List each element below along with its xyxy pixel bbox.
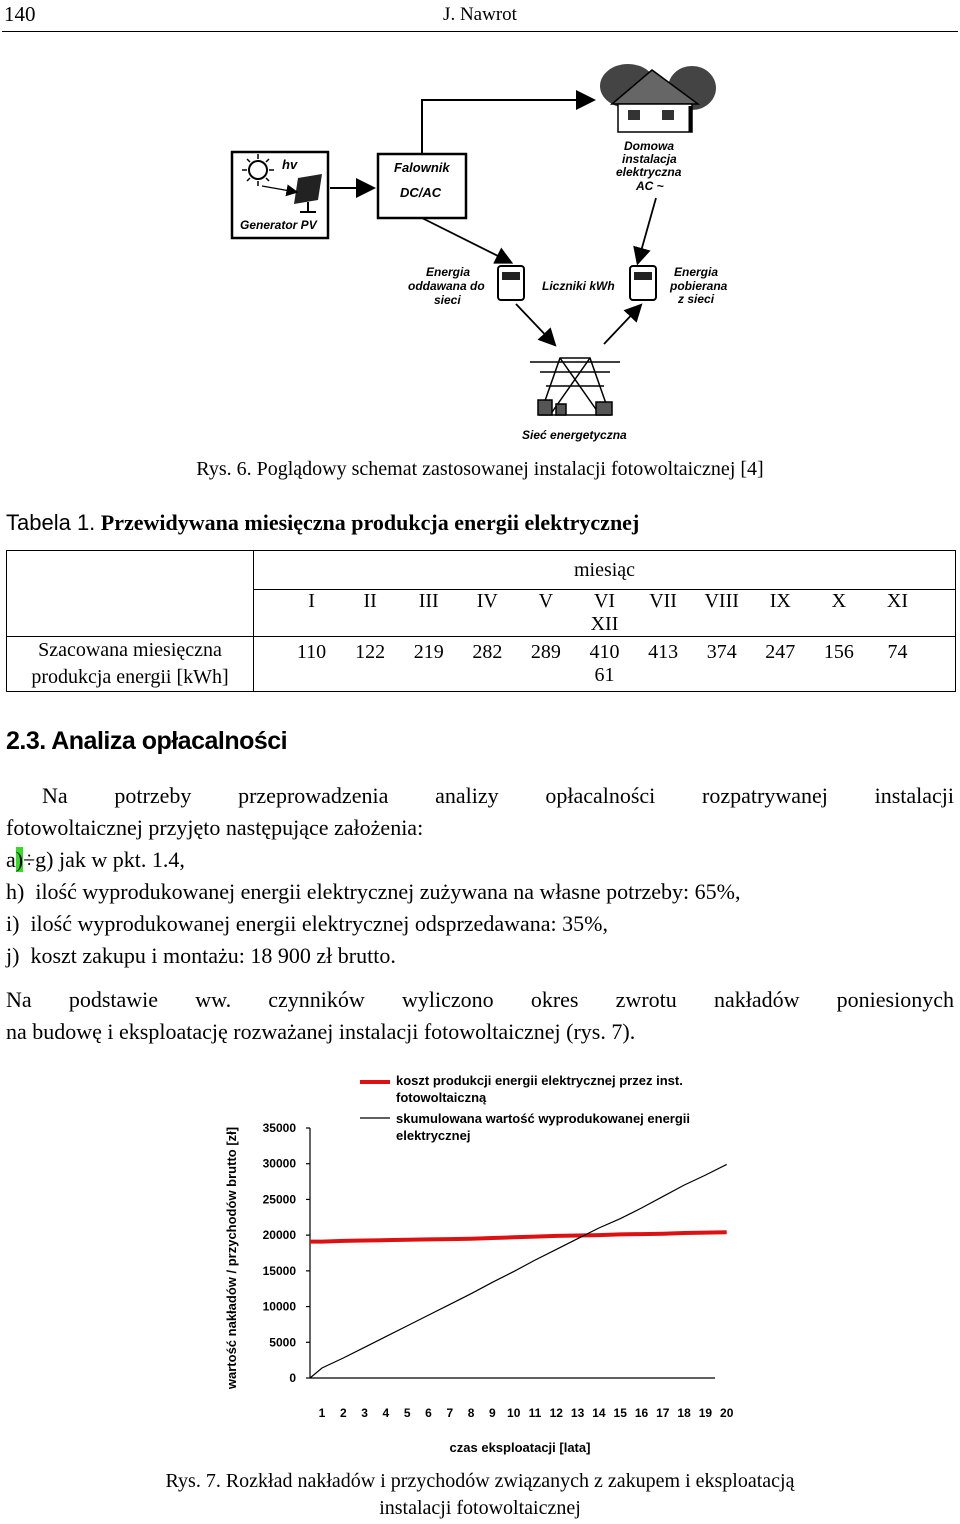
pv-installation-diagram: [0, 40, 960, 450]
power-grid-icon: [530, 358, 620, 415]
intro-line-2: fotowoltaicznej przyjęto następujące założenia:: [6, 815, 424, 840]
x-tick-label: 1: [318, 1406, 326, 1420]
month-cell: XI: [886, 590, 909, 612]
y-tick-label: 5000: [269, 1335, 296, 1350]
figure-7-caption-1: Rys. 7. Rozkład nakładów i przychodów związanych z zakupem i eksploatacją: [165, 1470, 795, 1492]
energy-in-label-2: pobierana: [670, 279, 728, 293]
conclusion-line-1: Na podstawie ww. czynników wyliczono okres zwrotu nakładów poniesionych: [6, 987, 954, 1012]
table-row-label-line-2: produkcja energii [kWh]: [31, 666, 229, 688]
value-cell: 289: [530, 641, 561, 663]
month-cell: VIII: [704, 590, 739, 612]
series-line-cost: [310, 1232, 727, 1241]
header-rule: [2, 31, 958, 32]
month-cell: III: [418, 590, 439, 612]
energy-out-label-2: oddawana do: [408, 279, 485, 293]
month-cell: XII: [590, 613, 619, 635]
item-a-g: [6, 844, 185, 876]
y-axis-label: wartość nakładów / przychodów brutto [zł]: [224, 1126, 239, 1390]
page-number: 140: [4, 2, 36, 26]
x-tick-label: 17: [656, 1406, 670, 1420]
month-cell: X: [831, 590, 847, 612]
y-tick-label: 30000: [262, 1156, 296, 1171]
month-cell: VII: [649, 590, 677, 612]
x-tick-label: 20: [720, 1406, 734, 1420]
table-row-label-line-1: Szacowana miesięczna: [38, 639, 222, 661]
value-cell: 219: [413, 641, 444, 663]
meter-out-icon: [498, 266, 524, 300]
x-tick-label: 12: [549, 1406, 563, 1420]
x-tick-label: 2: [339, 1406, 347, 1420]
y-tick-label: 20000: [262, 1228, 296, 1243]
y-tick-label: 15000: [262, 1263, 296, 1278]
x-tick-label: 11: [528, 1406, 542, 1420]
figure-6-caption: Rys. 6. Poglądowy schemat zastosowanej instalacji fotowoltaicznej [4]: [196, 458, 764, 480]
running-header-author: J. Nawrot: [443, 4, 517, 25]
value-cell: 374: [706, 641, 737, 663]
month-cell: VI: [593, 590, 616, 612]
value-cell: 110: [296, 641, 327, 663]
table-caption-title: Przewidywana miesięczna produkcja energii elektrycznej: [100, 510, 640, 535]
item-a-g-text: ÷g) jak w pkt. 1.4,: [23, 847, 185, 872]
home-label-3: elektryczna: [616, 165, 682, 179]
section-title: 2.3. Analiza opłacalności: [6, 727, 288, 755]
x-tick-label: 18: [677, 1406, 691, 1420]
value-cell: 156: [823, 641, 854, 663]
item-j: j) koszt zakupu i montażu: 18 900 zł brutto.: [6, 943, 396, 968]
item-i: i) ilość wyprodukowanej energii elektrycznej odsprzedawana: 35%,: [6, 911, 608, 936]
x-tick-label: 10: [507, 1406, 521, 1420]
value-cell: 122: [355, 641, 386, 663]
table-row-label: [7, 637, 254, 692]
monthly-production-table: [6, 550, 956, 692]
y-tick-label: 10000: [262, 1299, 296, 1314]
x-tick-label: 19: [698, 1406, 713, 1420]
meters-label: Liczniki kWh: [542, 279, 615, 293]
value-cell: 282: [472, 641, 503, 663]
legend-label-cost-2: fotowoltaiczną: [396, 1090, 487, 1105]
payback-chart: [0, 1060, 960, 1470]
energy-in-label-1: Energia: [674, 265, 719, 279]
month-cell: IX: [769, 590, 791, 612]
x-tick-label: 4: [382, 1406, 390, 1420]
x-tick-label: 5: [403, 1406, 411, 1420]
energy-in-label-3: z sieci: [678, 292, 715, 306]
table-months-row: [254, 590, 956, 637]
x-tick-label: 9: [489, 1406, 496, 1420]
home-label-1: Domowa: [624, 139, 675, 153]
month-cell: V: [538, 590, 554, 612]
table-caption-prefix: Tabela 1.: [6, 510, 96, 535]
table-empty-cell: [7, 551, 254, 637]
value-cell: 410: [589, 641, 620, 663]
highlight-mark: ): [15, 847, 24, 872]
legend-label-revenue-2: elektrycznej: [396, 1128, 471, 1143]
house-icon: [600, 64, 716, 132]
month-cell: IV: [476, 590, 498, 612]
month-cell: II: [363, 590, 377, 612]
item-a-letter: a: [6, 847, 16, 872]
value-cell: 74: [887, 641, 908, 663]
home-label-2: instalacja: [622, 152, 677, 166]
inverter-label-1: Falownik: [394, 160, 450, 175]
x-tick-label: 7: [446, 1406, 454, 1420]
generator-label: Generator PV: [240, 218, 317, 232]
hv-label: hv: [282, 157, 298, 172]
figure-7-caption-2: instalacji fotowoltaicznej: [379, 1497, 581, 1519]
table-group-header: miesiąc: [254, 551, 956, 590]
grid-label: Sieć energetyczna: [522, 428, 627, 442]
legend-label-revenue-1: skumulowana wartość wyprodukowanej energii: [396, 1111, 691, 1126]
month-cell: I: [308, 590, 315, 612]
x-tick-label: 13: [570, 1406, 585, 1420]
energy-out-label-3: sieci: [434, 293, 461, 307]
energy-out-label-1: Energia: [426, 265, 471, 279]
x-tick-label: 3: [361, 1406, 368, 1420]
x-tick-label: 16: [634, 1406, 649, 1420]
item-h: h) ilość wyprodukowanej energii elektrycznej zużywana na własne potrzeby: 65%,: [6, 879, 741, 904]
y-tick-label: 0: [289, 1371, 296, 1385]
table-caption: [6, 510, 639, 536]
x-tick-label: 14: [592, 1406, 606, 1420]
inverter-label-2: DC/AC: [400, 185, 442, 200]
x-axis-label: czas eksploatacji [lata]: [449, 1440, 591, 1455]
x-tick-label: 15: [613, 1406, 627, 1420]
value-cell: 413: [648, 641, 679, 663]
conclusion-line-2: na budowę i eksploatację rozważanej instalacji fotowoltaicznej (rys. 7).: [6, 1019, 636, 1044]
y-tick-label: 25000: [262, 1192, 296, 1207]
table-values-row: [254, 637, 956, 692]
x-tick-label: 8: [467, 1406, 475, 1420]
value-cell: 247: [765, 641, 796, 663]
y-tick-label: 35000: [262, 1121, 296, 1135]
meter-in-icon: [630, 266, 656, 300]
value-cell: 61: [594, 664, 615, 686]
intro-line-1: Na potrzeby przeprowadzenia analizy opłacalności rozpatrywanej instalacji: [42, 783, 954, 808]
legend-label-cost-1: koszt produkcji energii elektrycznej przez inst.: [396, 1073, 683, 1088]
home-label-4: AC ~: [636, 179, 664, 193]
x-tick-label: 6: [425, 1406, 432, 1420]
series-line-cumulative-revenue: [310, 1164, 727, 1378]
